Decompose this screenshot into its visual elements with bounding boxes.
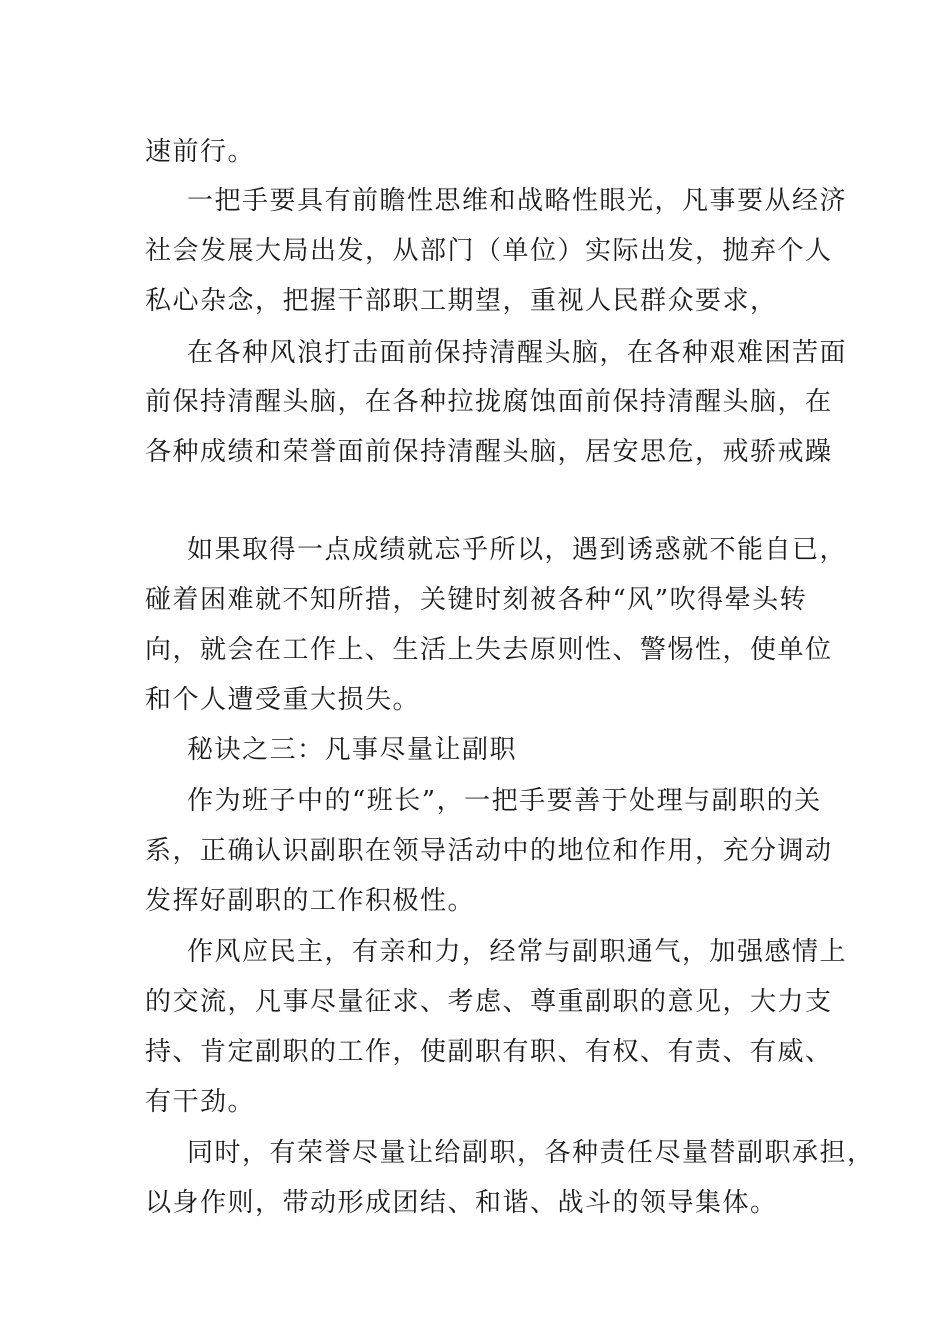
text-line: 向，就会在工作上、生活上失去原则性、警惕性，使单位 — [145, 635, 833, 665]
text-line: 各种成绩和荣誉面前保持清醒头脑，居安思危，戒骄戒躁 — [145, 437, 833, 467]
paragraph-start-line: 在各种风浪打击面前保持清醒头脑，在各种艰难困苦面 — [187, 338, 848, 368]
text-line: 有干劲。 — [145, 1087, 256, 1117]
section-heading: 秘诀之三：凡事尽量让副职 — [187, 735, 518, 765]
paragraph-start-line: 如果取得一点成绩就忘乎所以，遇到诱惑就不能自已， — [187, 535, 848, 565]
paragraph-start-line: 同时，有荣誉尽量让给副职，各种责任尽量替副职承担， — [187, 1138, 875, 1168]
paragraph-start-line: 一把手要具有前瞻性思维和战略性眼光，凡事要从经济 — [187, 186, 848, 216]
paragraph-start-line: 作风应民主，有亲和力，经常与副职通气，加强感情上 — [187, 937, 848, 967]
text-line: 私心杂念，把握干部职工期望，重视人民群众要求， — [145, 286, 778, 316]
text-line: 系，正确认识副职在领导活动中的地位和作用，充分调动 — [145, 836, 833, 866]
text-line: 前保持清醒头脑，在各种拉拢腐蚀面前保持清醒头脑，在 — [145, 387, 833, 417]
text-line: 碰着困难就不知所措，关键时刻被各种“风”吹得晕头转 — [145, 585, 808, 615]
text-line: 和个人遭受重大损失。 — [145, 685, 421, 715]
text-line: 速前行。 — [145, 137, 256, 167]
paragraph-start-line: 作为班子中的“班长”，一把手要善于处理与副职的关 — [187, 786, 822, 816]
text-line: 的交流，凡事尽量征求、考虑、尊重副职的意见，大力支 — [145, 987, 833, 1017]
text-line: 持、肯定副职的工作，使副职有职、有权、有责、有威、 — [145, 1037, 833, 1067]
text-line: 发挥好副职的工作积极性。 — [145, 886, 476, 916]
text-line: 以身作则，带动形成团结、和谐、战斗的领导集体。 — [145, 1188, 778, 1218]
text-line: 社会发展大局出发，从部门（单位）实际出发，抛弃个人 — [145, 236, 833, 266]
